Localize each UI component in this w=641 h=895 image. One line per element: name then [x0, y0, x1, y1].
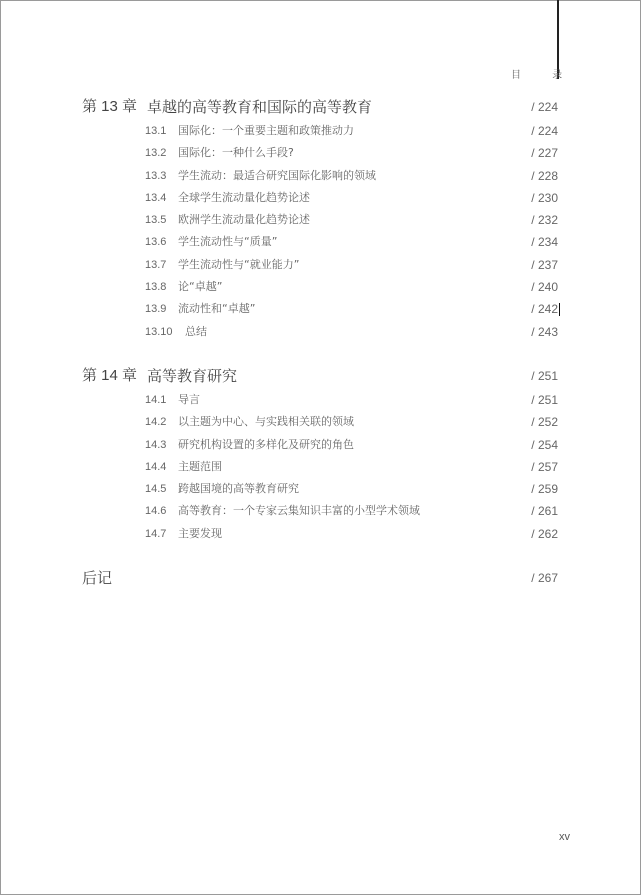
- toc-section[interactable]: [82, 165, 558, 187]
- toc-section[interactable]: [82, 478, 558, 500]
- toc-section[interactable]: [82, 254, 558, 276]
- section-title: 流动性和“卓越”: [178, 302, 256, 316]
- section-page: / 257: [531, 459, 558, 474]
- running-header: 目 录: [511, 70, 577, 81]
- toc-section[interactable]: [82, 298, 558, 320]
- section-page: / 224: [531, 124, 558, 138]
- chapter-title: 高等教育研究: [147, 366, 238, 385]
- toc-section[interactable]: [82, 142, 558, 164]
- toc-chapter-14[interactable]: [82, 365, 558, 389]
- section-page: / 228: [531, 168, 558, 183]
- section-title: 学生流动性与“就业能力”: [178, 257, 300, 271]
- toc-section[interactable]: [82, 209, 558, 231]
- chapter-page: / 251: [531, 368, 558, 383]
- toc-section[interactable]: [82, 187, 558, 209]
- chapter-page: / 224: [531, 100, 558, 114]
- toc-section[interactable]: [82, 276, 558, 298]
- section-title: 以主题为中心、与实践相关联的领域: [178, 415, 354, 429]
- section-title: 全球学生流动量化趋势论述: [178, 190, 310, 204]
- section-page: / 261: [531, 504, 558, 519]
- chapter-number: 第 13 章: [82, 98, 138, 115]
- section-number: 13.1: [145, 125, 167, 137]
- toc-chapter-13[interactable]: [82, 96, 558, 120]
- section-page: / 259: [531, 482, 558, 497]
- toc-afterword[interactable]: [82, 567, 558, 591]
- section-page: / 234: [531, 235, 558, 250]
- section-page: / 227: [531, 146, 558, 161]
- section-number: 13.7: [145, 258, 167, 271]
- section-page: / 252: [531, 415, 558, 430]
- section-page: / 242: [531, 302, 558, 317]
- section-number: 13.9: [145, 303, 167, 316]
- section-number: 13.4: [145, 191, 167, 204]
- section-page: / 237: [531, 257, 558, 272]
- section-title: 学生流动性与“质量”: [178, 235, 278, 249]
- toc-section[interactable]: [82, 411, 558, 433]
- section-number: 13.3: [145, 169, 167, 182]
- section-title: 主要发现: [178, 526, 222, 540]
- page-number: xv: [559, 831, 570, 843]
- section-number: 14.4: [145, 460, 167, 473]
- section-number: 14.7: [145, 527, 167, 540]
- toc-section[interactable]: [82, 523, 558, 545]
- section-page: / 240: [531, 280, 558, 295]
- section-title: 国际化：一个重要主题和政策推动力: [178, 124, 354, 137]
- section-number: 13.8: [145, 281, 167, 294]
- section-page: / 232: [531, 213, 558, 228]
- toc-section[interactable]: [82, 434, 558, 456]
- toc-section[interactable]: [82, 231, 558, 253]
- section-number: 13.6: [145, 236, 167, 249]
- section-page: / 262: [531, 526, 558, 541]
- section-title: 总结: [185, 324, 207, 338]
- section-page: / 251: [531, 392, 558, 407]
- section-number: 14.2: [145, 416, 167, 429]
- section-title: 跨越国境的高等教育研究: [178, 482, 299, 496]
- section-number: 14.3: [145, 438, 167, 451]
- chapter-number: 第 14 章: [82, 366, 138, 384]
- toc-section[interactable]: [82, 389, 558, 411]
- section-title: 导言: [178, 392, 200, 406]
- afterword-page: / 267: [531, 571, 558, 586]
- section-number: 13.10: [145, 325, 173, 338]
- table-of-contents: [82, 96, 558, 591]
- section-page: / 254: [531, 437, 558, 452]
- section-title: 欧洲学生流动量化趋势论述: [178, 213, 310, 227]
- section-number: 13.5: [145, 214, 167, 227]
- section-title: 研究机构设置的多样化及研究的角色: [178, 437, 354, 451]
- section-number: 13.2: [145, 147, 167, 160]
- toc-section[interactable]: [82, 500, 558, 522]
- section-title: 学生流动：最适合研究国际化影响的领域: [178, 168, 376, 182]
- section-title: 国际化：一种什么手段?: [178, 146, 294, 160]
- section-title: 论“卓越”: [178, 280, 223, 294]
- section-page: / 230: [531, 190, 558, 205]
- chapter-title: 卓越的高等教育和国际的高等教育: [147, 98, 373, 116]
- section-number: 14.6: [145, 505, 167, 518]
- toc-section[interactable]: [82, 456, 558, 478]
- section-page: / 243: [531, 324, 558, 339]
- section-number: 14.1: [145, 393, 167, 406]
- text-cursor: [559, 303, 560, 316]
- toc-section[interactable]: [82, 120, 558, 142]
- afterword-title: 后记: [82, 569, 113, 588]
- section-title: 高等教育：一个专家云集知识丰富的小型学术领域: [178, 504, 420, 518]
- toc-section[interactable]: [82, 321, 558, 343]
- section-number: 14.5: [145, 483, 167, 496]
- section-title: 主题范围: [178, 459, 222, 473]
